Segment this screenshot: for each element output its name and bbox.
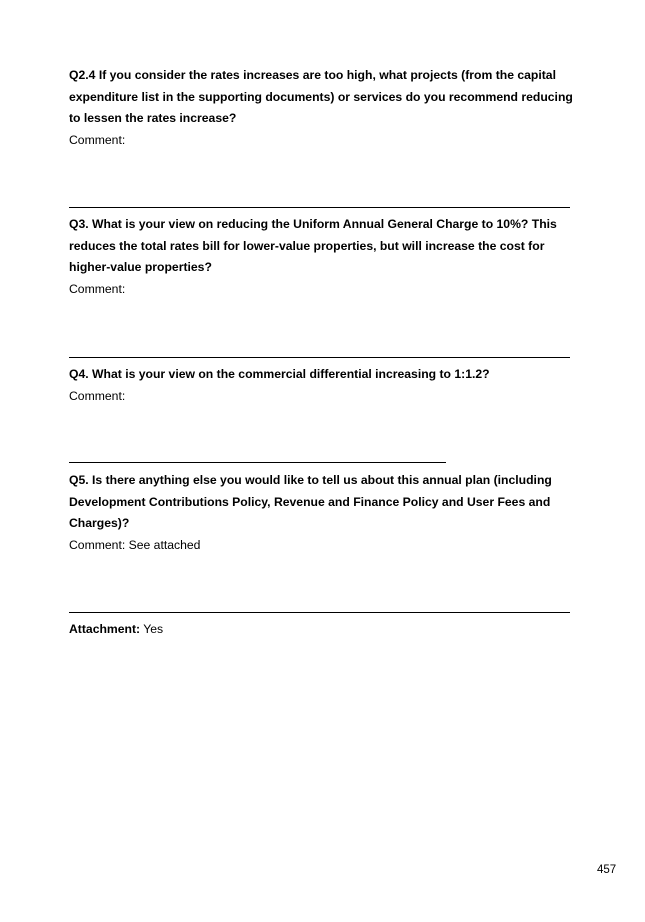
comment-q5: Comment: See attached (69, 538, 201, 552)
section-divider (69, 357, 570, 358)
attachment-label: Attachment: (69, 622, 141, 636)
attachment-line (69, 622, 163, 636)
page-number: 457 (597, 864, 617, 876)
question-number: Q3. (69, 217, 89, 231)
section-divider (69, 462, 446, 463)
comment-q3: Comment: (69, 282, 126, 296)
question-text: What is your view on reducing the Uniform Annual General Charge to 10%? This reduces the total rates bill for lower-value properties, but will increase the cost for higher-value properties? (69, 217, 557, 274)
question-q4 (69, 364, 574, 386)
section-divider (69, 207, 570, 208)
question-q5 (69, 470, 574, 535)
comment-q2-4: Comment: (69, 133, 126, 147)
section-divider (69, 612, 570, 613)
attachment-value: Yes (140, 622, 164, 636)
question-q2-4 (69, 65, 574, 130)
question-text: Is there anything else you would like to tell us about this annual plan (including Development Contributions Policy, Revenue and Finance Policy and User Fees and Charges)? (69, 473, 552, 530)
question-q3 (69, 214, 574, 279)
question-number: Q5. (69, 473, 89, 487)
question-text: If you consider the rates increases are too high, what projects (from the capital expenditure list in the supporting documents) or services do you recommend reducing to lessen the rates increase? (69, 68, 573, 125)
question-number: Q4. (69, 367, 89, 381)
question-text: What is your view on the commercial differential increasing to 1:1.2? (88, 367, 490, 381)
comment-q4: Comment: (69, 389, 126, 403)
question-number: Q2.4 (69, 68, 96, 82)
